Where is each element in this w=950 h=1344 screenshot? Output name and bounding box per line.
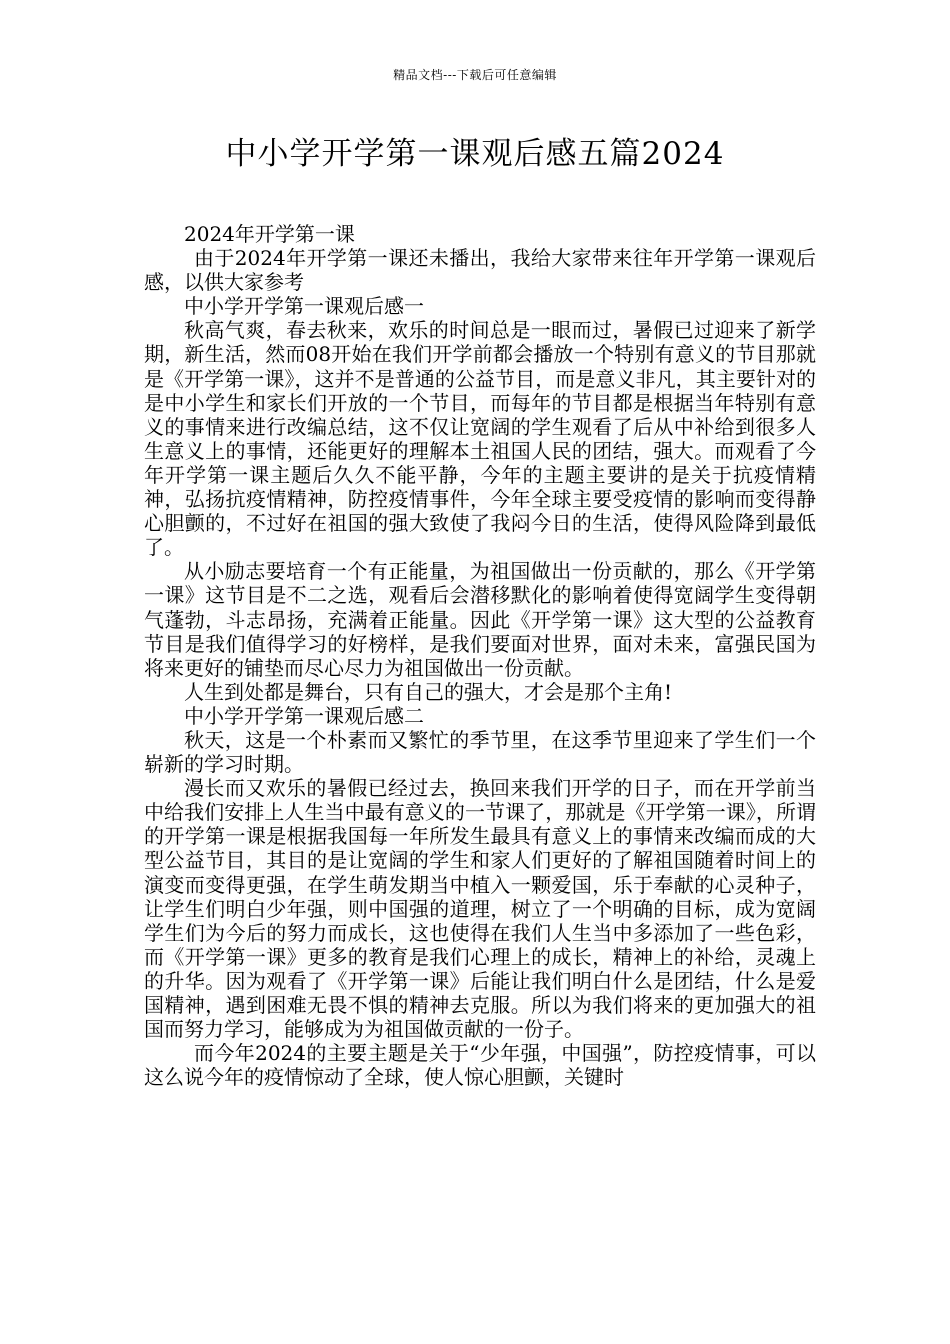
header-note: 精品文档---下载后可任意编辑	[393, 68, 557, 82]
document-body	[144, 222, 816, 1089]
document-title: 中小学开学第一课观后感五篇2024	[225, 136, 725, 172]
section-heading-one: 中小学开学第一课观后感一	[184, 294, 424, 319]
paragraph: 秋天，这是一个朴素而又繁忙的季节里，在这季节里迎来了学生们一个崭新的学习时期。	[144, 727, 816, 777]
section-heading-two: 中小学开学第一课观后感二	[184, 703, 424, 728]
paragraph: 人生到处都是舞台，只有自己的强大，才会是那个主角!	[184, 679, 673, 704]
paragraph: 而今年2024的主要主题是关于“少年强，中国强”，防控疫情事，可以这么说今年的疫情惊动了全球，使人惊心胆颤，关键时	[144, 1041, 816, 1090]
paragraph: 从小励志要培育一个有正能量，为祖国做出一份贡献的，那么《开学第一课》这节目是不二之选，观看后会潜移默化的影响着使得宽阔学生变得朝气蓬勃，斗志昂扬，充满着正能量。因此《开学第一课》这大型的公益教育节目是我们值得学习的好榜样，是我们要面对世界，面对未来，富强民国为将来更好的铺垫而尽心尽力为祖国做出一份贡献。	[144, 559, 816, 680]
paragraph-subheading: 2024年开学第一课	[184, 222, 355, 246]
paragraph-intro: 由于2024年开学第一课还未播出，我给大家带来往年开学第一课观后感，以供大家参考	[144, 246, 816, 295]
paragraph: 秋高气爽，春去秋来，欢乐的时间总是一眼而过，暑假已过迎来了新学期，新生活，然而08开始在我们开学前都会播放一个特别有意义的节目那就是《开学第一课》，这并不是普通的公益节目，而是意义非凡，其主要针对的是中小学生和家长们开放的一个节目，而每年的节目都是根据当年特别有意义的事情来进行改编总结，这不仅让宽阔的学生观看了后从中补给到很多人生意义上的事情，还能更好的理解本土祖国人民的团结，强大。而观看了今年开学第一课主题后久久不能平静，今年的主题主要讲的是关于抗疫情精神，弘扬抗疫情精神，防控疫情事件，今年全球主要受疫情的影响而变得静心胆颤的，不过好在祖国的强大致使了我闷今日的生活，使得风险降到最低了。	[144, 318, 816, 560]
paragraph: 漫长而又欢乐的暑假已经过去，换回来我们开学的日子，而在开学前当中给我们安排上人生当中最有意义的一节课了，那就是《开学第一课》，所谓的开学第一课是根据我国每一年所发生最具有意义上的事情来改编而成的大型公益节目，其目的是让宽阔的学生和家人们更好的了解祖国随着时间上的演变而变得更强，在学生萌发期当中植入一颗爱国，乐于奉献的心灵种子，让学生们明白少年强，则中国强的道理，树立了一个明确的目标，成为宽阔学生们为今后的努力而成长，这也使得在我们人生当中多添加了一些色彩，而《开学第一课》更多的教育是我们心理上的成长，精神上的补给，灵魂上的升华。因为观看了《开学第一课》后能让我们明白什么是团结，什么是爱国精神，遇到困难无畏不惧的精神去克服。所以为我们将来的更加强大的祖国而努力学习，能够成为为祖国做贡献的一份子。	[144, 776, 816, 1042]
